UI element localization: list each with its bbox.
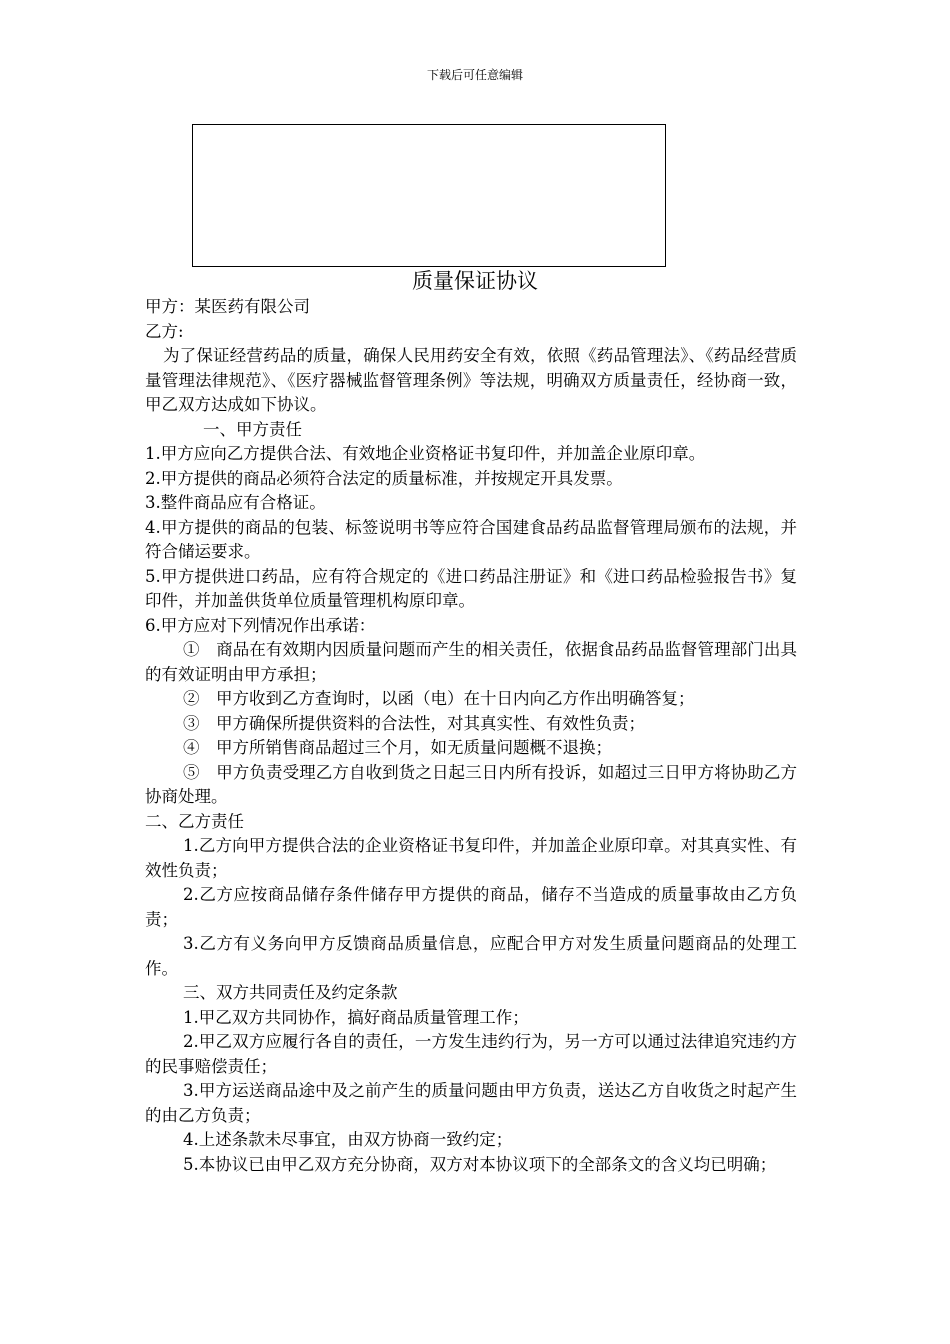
section3-item: 4.上述条款未尽事宜，由双方协商一致约定； <box>183 1130 513 1149</box>
party-a-line: 甲方：某医药有限公司 <box>145 297 310 316</box>
section3-item: 2.甲乙双方应履行各自的责任，一方发生违约行为，另一方可以通过法律追究违约方的民事赔偿责任； <box>145 1032 797 1076</box>
section1-item: 5.甲方提供进口药品，应有符合规定的《进口药品注册证》和《进口药品检验报告书》复印件，并加盖供货单位质量管理机构原印章。 <box>145 566 797 610</box>
section3-item: 5.本协议已由甲乙双方充分协商，双方对本协议项下的全部条文的含义均已明确； <box>183 1154 777 1174</box>
section3-item: 3.甲方运送商品途中及之前产生的质量问题由甲方负责，送达乙方自收货之时起产生的由乙方负责； <box>145 1081 797 1125</box>
blank-frame <box>192 124 666 267</box>
section2-item: 1.乙方向甲方提供合法的企业资格证书复印件，并加盖企业原印章。对其真实性、有效性负责； <box>145 836 797 880</box>
section1-item: 3.整件商品应有合格证。 <box>145 493 326 512</box>
promise-item: ③ 甲方确保所提供资料的合法性，对其真实性、有效性负责； <box>183 713 645 733</box>
section1-item: 6.甲方应对下列情况作出承诺： <box>145 615 376 635</box>
section2-heading: 二、乙方责任 <box>145 811 244 831</box>
document-title: 质量保证协议 <box>412 269 538 293</box>
section2-item: 3.乙方有义务向甲方反馈商品质量信息，应配合甲方对发生质量问题商品的处理工作。 <box>145 934 797 978</box>
section1-item: 2.甲方提供的商品必须符合法定的质量标准，并按规定开具发票。 <box>145 468 623 488</box>
section1-heading: 一、甲方责任 <box>203 419 302 439</box>
party-b-line: 乙方: <box>145 321 184 341</box>
promise-item: ⑤ 甲方负责受理乙方自收到货之日起三日内所有投诉，如超过三日甲方将协助乙方协商处理。 <box>145 762 797 806</box>
section2-item: 2.乙方应按商品储存条件储存甲方提供的商品，储存不当造成的质量事故由乙方负责； <box>145 885 797 929</box>
section3-item: 1.甲乙双方共同协作，搞好商品质量管理工作； <box>183 1007 529 1027</box>
intro-paragraph: 为了保证经营药品的质量，确保人民用药安全有效，依照《药品管理法》、《药品经营质量管理法律规范》、《医疗器械监督管理条例》等法规，明确双方质量责任，经协商一致，甲乙双方达成如下协议。 <box>145 346 797 414</box>
promise-item: ④ 甲方所销售商品超过三个月，如无质量问题概不退换； <box>183 738 612 757</box>
promise-item: ① 商品在有效期内因质量问题而产生的相关责任，依据食品药品监督管理部门出具的有效证明由甲方承担； <box>145 640 797 684</box>
promise-item: ② 甲方收到乙方查询时，以函（电）在十日内向乙方作出明确答复； <box>183 689 695 708</box>
section3-heading: 三、双方共同责任及约定条款 <box>183 983 398 1002</box>
section1-item: 4.甲方提供的商品的包装、标签说明书等应符合国建食品药品监督管理局颁布的法规，并符合储运要求。 <box>145 517 797 561</box>
section1-item: 1.甲方应向乙方提供合法、有效地企业资格证书复印件，并加盖企业原印章。 <box>145 444 706 463</box>
document-body <box>145 295 797 1177</box>
page-header-note: 下载后可任意编辑 <box>426 68 523 82</box>
